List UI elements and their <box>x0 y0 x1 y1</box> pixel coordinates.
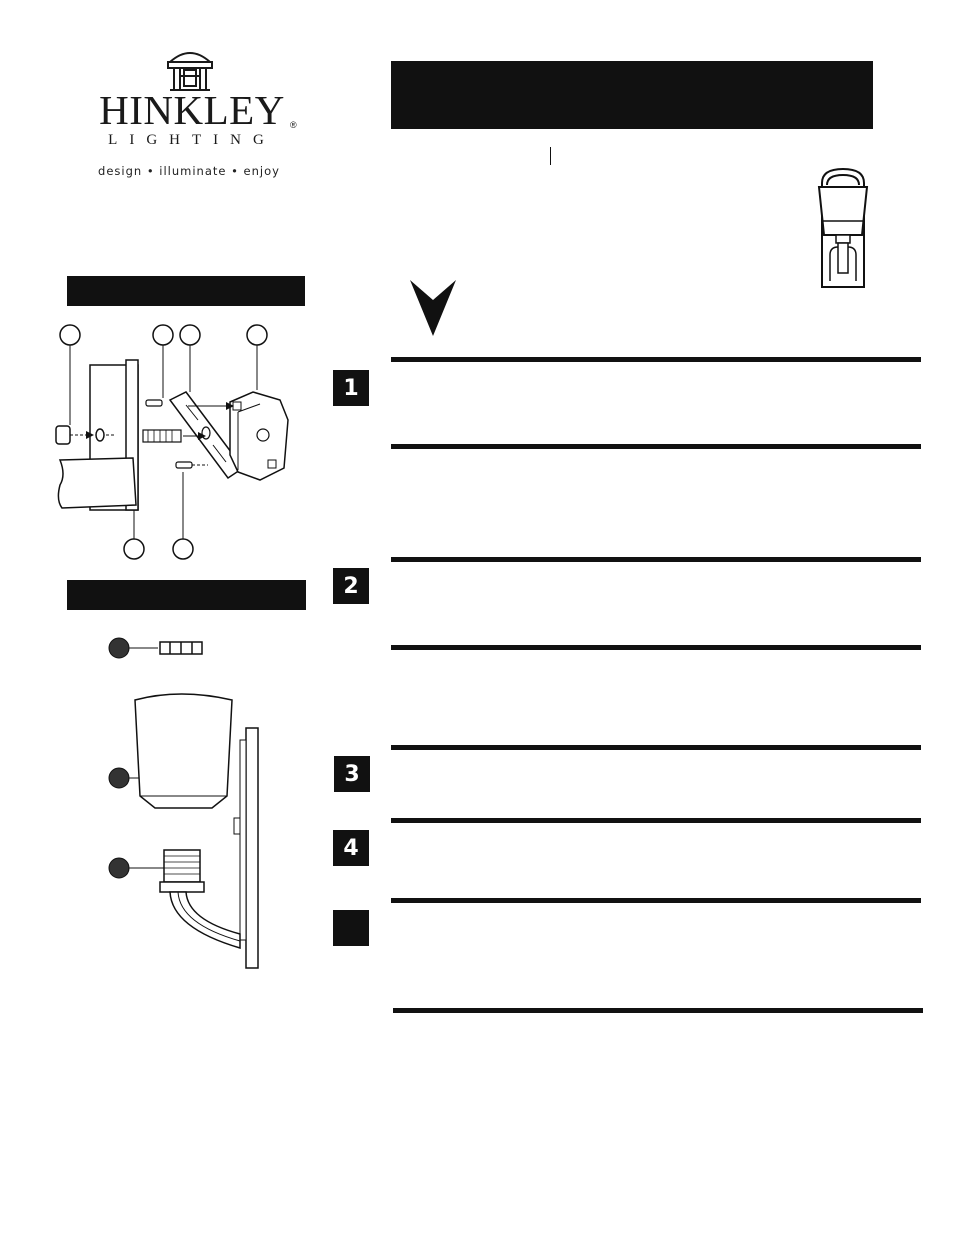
step-badge-3: 3 <box>334 756 370 792</box>
rule <box>391 444 921 449</box>
callout-circle <box>173 539 193 559</box>
rule <box>391 745 921 750</box>
title-bar <box>391 61 873 129</box>
step-badge-1: 1 <box>333 370 369 406</box>
parts-section-bar <box>67 580 306 610</box>
rule <box>391 898 921 903</box>
rule <box>393 1008 923 1013</box>
callout-circle <box>153 325 173 345</box>
mounting-diagram <box>48 320 288 560</box>
divider-tick <box>550 147 551 165</box>
parts-diagram <box>100 628 280 973</box>
part-marker <box>109 638 129 658</box>
rule <box>391 818 921 823</box>
arrow-down-icon <box>408 278 458 338</box>
part-marker <box>109 858 129 878</box>
registered-mark: ® <box>290 120 297 130</box>
callout-circle <box>180 325 200 345</box>
callout-circle <box>247 325 267 345</box>
hinkley-logo <box>60 40 320 190</box>
rule <box>391 645 921 650</box>
brand-tagline: design • illuminate • enjoy <box>98 164 280 178</box>
part-marker <box>109 768 129 788</box>
step-badge-2: 2 <box>333 568 369 604</box>
lantern-icon <box>164 46 216 92</box>
brand-name: HINKLEY <box>99 87 285 133</box>
fixture-thumbnail <box>810 165 876 291</box>
callout-circle <box>124 539 144 559</box>
brand-subtitle: LIGHTING <box>108 132 276 148</box>
step-badge-4: 4 <box>333 830 369 866</box>
rule <box>391 557 921 562</box>
callout-circle <box>60 325 80 345</box>
step-badge-5 <box>333 910 369 946</box>
mounting-section-bar <box>67 276 305 306</box>
rule <box>391 357 921 362</box>
